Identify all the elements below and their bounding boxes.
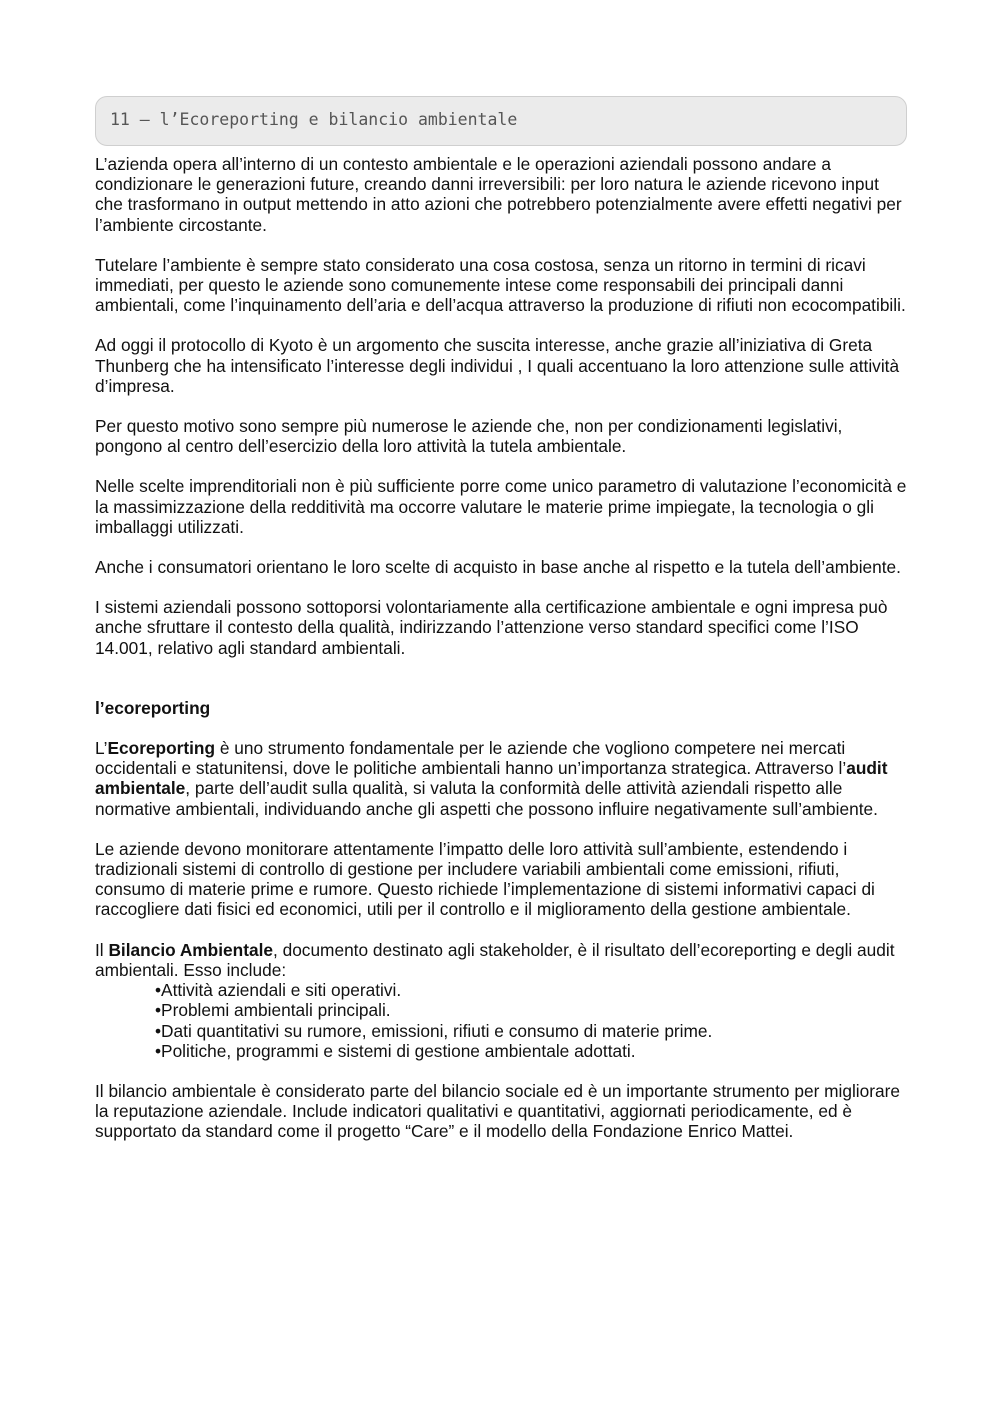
list-item (155, 1041, 907, 1061)
bold-term-audit: audit ambientale (95, 758, 888, 799)
bullet-icon: • (155, 1000, 162, 1021)
paragraph-business-choices: Nelle scelte imprenditoriali non è più sufficiente porre come unico parametro di valutazione l’economicità e la massimizzazione della redditività ma occorre valutare le materie prime impiegate, la tecnologia o gli imballaggi utilizzati. (95, 476, 907, 537)
paragraph-certification: I sistemi aziendali possono sottoporsi volontariamente alla certificazione ambientale e ogni impresa può anche sfruttare il contesto della qualità, indirizzando l’attenzione verso standard specifici come l’ISO 14.001, relativo agli standard ambientali. (95, 597, 888, 658)
text-segment: , documento destinato agli stakeholder, è il risultato dell’ecoreporting e degli audit ambientali. Esso include: (95, 939, 895, 980)
paragraph-conclusion: Il bilancio ambientale è considerato parte del bilancio sociale ed è un importante strumento per migliorare la reputazione aziendale. Include indicatori qualitativi e quantitativi, aggiornati periodicamente, ed è supportato da standard come il progetto “Care” e il modello della Fondazione Enrico Mattei. (95, 1080, 900, 1142)
list-item (155, 1000, 907, 1020)
list-item-text: Attività aziendali e siti operativi. (161, 980, 402, 1001)
document-page (95, 96, 907, 1142)
list-item-text: Dati quantitativi su rumore, emissioni, rifiuti e consumo di materie prime. (161, 1020, 713, 1041)
text-segment: è uno strumento fondamentale per le aziende che vogliono competere nei mercati occidentali e statunitensi, dove le politiche ambientali hanno un’importanza strategica. Attraverso l’ (95, 738, 847, 779)
document-body (95, 154, 907, 1142)
text-segment: L’ (95, 738, 108, 759)
section-title-box (95, 96, 907, 146)
text-segment: Il (95, 939, 109, 960)
paragraph-intro: L’azienda opera all’interno di un contesto ambientale e le operazioni aziendali possono andare a condizionare le generazioni future, creando danni irreversibili: per loro natura le aziende ricevono input che trasformano in output mettendo in atto azioni che potrebbero potenzialmente avere effetti negativi per l’ambiente circostante. (95, 154, 902, 235)
section-title: 11 – l’Ecoreporting e bilancio ambientale (110, 110, 518, 129)
bold-term-bilancio: Bilancio Ambientale (108, 939, 273, 960)
list-item-text: Politiche, programmi e sistemi di gestione ambientale adottati. (161, 1040, 636, 1061)
bullet-list (95, 980, 907, 1061)
list-item (155, 1021, 907, 1041)
bullet-icon: • (155, 980, 162, 1001)
list-item-text: Problemi ambientali principali. (161, 1000, 391, 1021)
paragraph-kyoto: Ad oggi il protocollo di Kyoto è un argomento che suscita interesse, anche grazie all’iniziativa di Greta Thunberg che ha intensificato l’interesse degli individui , I quali accentuano la loro attenzione sulle attività d’impresa. (95, 335, 900, 396)
paragraph-bilancio-ambientale (95, 940, 907, 980)
paragraph-monitoring: Le aziende devono monitorare attentamente l’impatto delle loro attività sull’ambiente, estendendo i tradizionali sistemi di controllo di gestione per includere variabili ambientali come emissioni, rifiuti, consumo di materie prime e rumore. Questo richiede l’implementazione di sistemi informativi capaci di raccogliere dati fisici ed economici, utili per il controllo e il miglioramento della gestione ambientale. (95, 838, 875, 920)
paragraph-environment-cost: Tutelare l’ambiente è sempre stato considerato una cosa costosa, senza un ritorno in termini di ricavi immediati, per questo le aziende sono comunemente intese come responsabili dei principali danni ambientali, come l’inquinamento dell’aria e dell’acqua attraverso la produzione di rifiuti non ecocompatibili. (95, 254, 906, 316)
bold-term-ecoreporting: Ecoreporting (107, 738, 216, 759)
list-item (155, 980, 907, 1000)
text-segment: , parte dell’audit sulla qualità, si valuta la conformità delle attività aziendali rispetto alle normative ambientali, individuando anche gli aspetti che possono influire negativamente sull’ambiente. (95, 778, 878, 819)
bullet-icon: • (155, 1020, 162, 1041)
section-heading: l’ecoreporting (95, 697, 211, 718)
paragraph-consumers: Anche i consumatori orientano le loro scelte di acquisto in base anche al rispetto e la tutela dell’ambiente. (95, 557, 901, 578)
paragraph-ecoreporting-definition (95, 738, 907, 819)
paragraph-companies: Per questo motivo sono sempre più numerose le aziende che, non per condizionamenti legislativi, pongono al centro dell’esercizio della loro attività la tutela ambientale. (95, 416, 843, 457)
bullet-icon: • (155, 1040, 162, 1061)
